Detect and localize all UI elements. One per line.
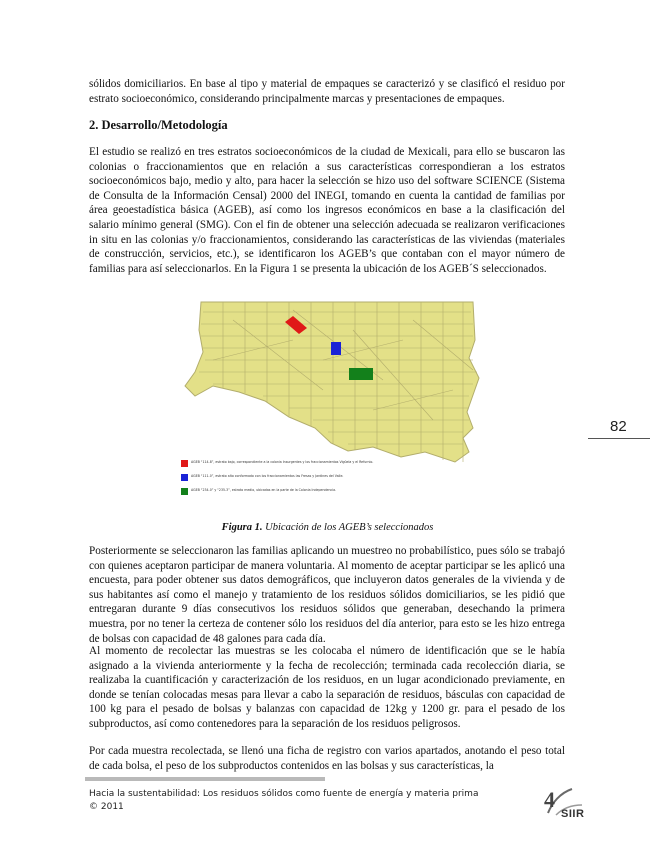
logo-number: 4: [544, 787, 555, 812]
figure-1-map: [173, 300, 485, 508]
ageb-middle-stratum-area: [349, 368, 373, 380]
paragraph-collection: Al momento de recolectar las muestras se les colocaba el número de identificación que se le había asignado a la vivienda anteriormente y la fecha de recolección; terminada cada recolección diaria, se realizaba la cuantificación y caracterización de los residuos, en un lugar acondicionado previamente, en donde se tenían colocadas mesas para llevar a cabo la separación de residuos, básculas con capacidad de 100 kg para el pesado de bolsas y balanzas con capacidad de 12kg y 1200 gr. para el pesado de los subproductos, así como contenedores para la separación de los residuos peligrosos.: [89, 645, 565, 730]
legend-swatch-low: [181, 460, 188, 467]
figure-caption-text: Ubicación de los AGEB’s seleccionados: [265, 522, 434, 533]
footer-rule: [85, 777, 325, 781]
figure-caption-label: Figura 1.: [221, 522, 263, 533]
footer-copyright: © 2011: [89, 802, 124, 812]
footer-title: Hacia la sustentabilidad: Los residuos sólidos como fuente de energía y materia prima: [89, 789, 479, 799]
legend-label-high: AGEB “111-0”, estrato alto conformado con los fraccionamientos las Fresas y Jardines del Valle.: [191, 474, 344, 478]
paragraph-record: Por cada muestra recolectada, se llenó una ficha de registro con varios apartados, anotando el peso total de cada bolsa, el peso de los subproductos contenidos en las bolsas y sus características, la: [89, 745, 565, 772]
footer: [89, 788, 478, 814]
page-number: 82: [610, 418, 627, 435]
legend-label-low: AGEB “114-8”, estrato bajo, correspondiente a la colonia Insurgentes y los fraccionamientos Vigüela y el Refurnio.: [191, 460, 374, 464]
ageb-high-stratum-area: [331, 342, 341, 355]
legend-swatch-middle: [181, 488, 188, 495]
section-heading: 2. Desarrollo/Metodología: [89, 118, 228, 132]
legend-label-middle: AGEB “234-0” y “235-3”, estrato medio, ubicadas en la parte de la Colonia Independencia.: [191, 488, 337, 492]
legend-swatch-high: [181, 474, 188, 481]
paragraph-sampling: Posteriormente se seleccionaron las familias aplicando un muestreo no probabilístico, pues sólo se trabajó con quienes aceptaron participar de manera voluntaria. Al momento de aceptar participar se les aplicó una encuesta, para poder obtener sus datos demográficos, que incluyeron datos generales de la vivienda y de sus habitantes así como el manejo y tratamiento de los residuos sólidos domiciliarios, se les pidió que entregaran durante 9 días consecutivos los residuos sólidos que generaban, desechando la primera muestra, por no tener la certeza de contener sólo los residuos del día anterior, para esto se les hizo entrega de bolsas con capacidad de 48 galones para cada día.: [89, 545, 565, 645]
methodology-paragraph: El estudio se realizó en tres estratos socioeconómicos de la ciudad de Mexicali, para ello se buscaron las colonias o fraccionamientos que en relación a sus características correspondieran a los estratos socioeconómicos bajo, medio y alto, para hacer la selección se hizo uso del software SCIENCE (Sistema de Consulta de la Información Censal) 2000 del INEGI, tomando en cuenta la cantidad de familias por área geoestadística básica (AGEB), así como los ingresos económicos en base a la clasificación del salario mínimo general (SMG). Con el fin de obtener una selección adecuada se realizaron verificaciones in situ en las colonias y/o fraccionamientos, considerando las características de las viviendas (materiales de construcción, servicios, etc.), se identificaron los AGEB’s que contaban con el mayor número de familias para así seleccionarlos. En la Figura 1 se presenta la ubicación de los AGEB´S seleccionados.: [89, 146, 565, 275]
map-image: [173, 300, 485, 508]
page-number-rule: [588, 438, 650, 439]
intro-paragraph: sólidos domiciliarios. En base al tipo y material de empaques se caracterizó y se clasificó el residuo por estrato socioeconómico, considerando principalmente marcas y presentaciones de empaques.: [89, 78, 565, 105]
figure-caption: [0, 522, 655, 533]
logo-text: SIIR: [561, 808, 585, 820]
